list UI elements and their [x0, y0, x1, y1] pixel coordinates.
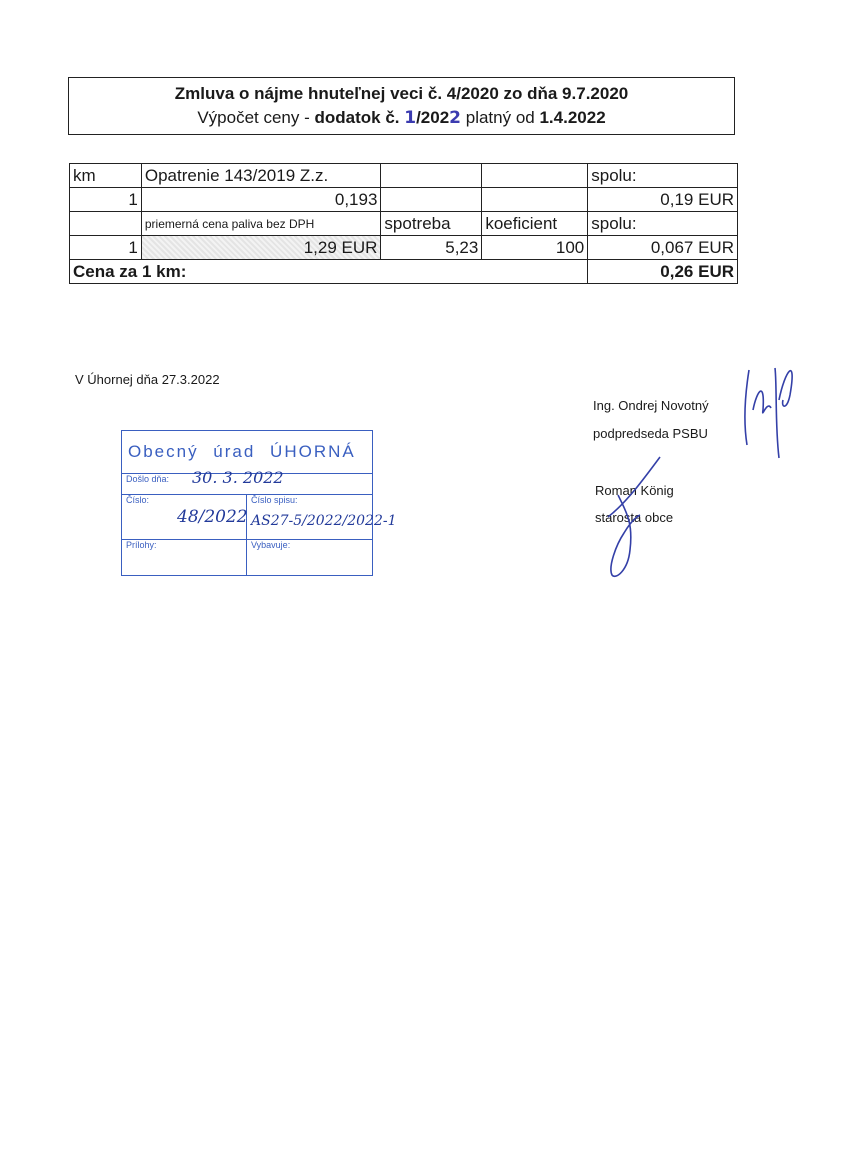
- signatory-role: podpredseda PSBU: [593, 426, 708, 441]
- table-cell: 1,29 EUR: [141, 236, 381, 260]
- total-value: 0,26 EUR: [588, 260, 738, 284]
- stamp-received-value: 30. 3. 2022: [192, 468, 284, 487]
- table-row: [70, 164, 738, 188]
- table-cell: [482, 164, 588, 188]
- stamp-title: Obecný úrad ÚHORNÁ: [122, 431, 372, 474]
- table-cell: 1: [70, 188, 142, 212]
- handwritten-digit: 2: [449, 108, 462, 128]
- place-date: V Úhornej dňa 27.3.2022: [75, 372, 220, 387]
- table-cell: 0,193: [141, 188, 381, 212]
- signatory-role: starosta obce: [595, 510, 674, 525]
- table-cell: 5,23: [381, 236, 482, 260]
- table-cell: 1: [70, 236, 142, 260]
- stamp-file-label: Číslo spisu:: [251, 495, 298, 505]
- contract-title: Zmluva o nájme hnuteľnej veci č. 4/2020 zo dňa 9.7.2020: [174, 84, 629, 103]
- stamp-file-value: AS27-5/2022/2022-1: [251, 513, 397, 529]
- stamp-received-row: [122, 468, 372, 495]
- table-cell: [482, 188, 588, 212]
- table-cell: spolu:: [588, 164, 738, 188]
- table-cell: [70, 212, 142, 236]
- stamp-attachments-label: Prílohy:: [126, 540, 157, 550]
- table-cell: koeficient: [482, 212, 588, 236]
- table-cell: 0,067 EUR: [588, 236, 738, 260]
- table-cell: spotreba: [381, 212, 482, 236]
- total-row: [70, 260, 738, 284]
- price-calculation-table: [69, 163, 738, 284]
- stamp-received-label: Došlo dňa:: [126, 474, 170, 484]
- table-row: [70, 212, 738, 236]
- registry-stamp: [121, 430, 397, 576]
- table-cell: [381, 188, 482, 212]
- table-cell: priemerná cena paliva bez DPH: [141, 212, 381, 236]
- total-label: Cena za 1 km:: [70, 260, 588, 284]
- table-cell: [381, 164, 482, 188]
- table-cell: 0,19 EUR: [588, 188, 738, 212]
- table-cell: spolu:: [588, 212, 738, 236]
- signatory-name: Ing. Ondrej Novotný: [593, 398, 709, 413]
- stamp-number-label: Číslo:: [126, 495, 150, 505]
- calc-subtitle: Výpočet ceny - dodatok č. 1/2022 platný od 1.4.2022: [197, 108, 606, 128]
- table-cell: km: [70, 164, 142, 188]
- stamp-number-value: 48/2022: [177, 507, 248, 527]
- contract-title-box: [68, 77, 735, 135]
- table-row: [70, 236, 738, 260]
- table-cell: Opatrenie 143/2019 Z.z.: [141, 164, 381, 188]
- handwritten-digit: 1: [404, 108, 417, 128]
- signatory-name: Roman König: [595, 483, 674, 498]
- stamp-handles-label: Vybavuje:: [251, 540, 291, 550]
- table-cell: 100: [482, 236, 588, 260]
- table-row: [70, 188, 738, 212]
- signature-vice-chair: [735, 350, 805, 465]
- signature-mayor: [598, 455, 668, 585]
